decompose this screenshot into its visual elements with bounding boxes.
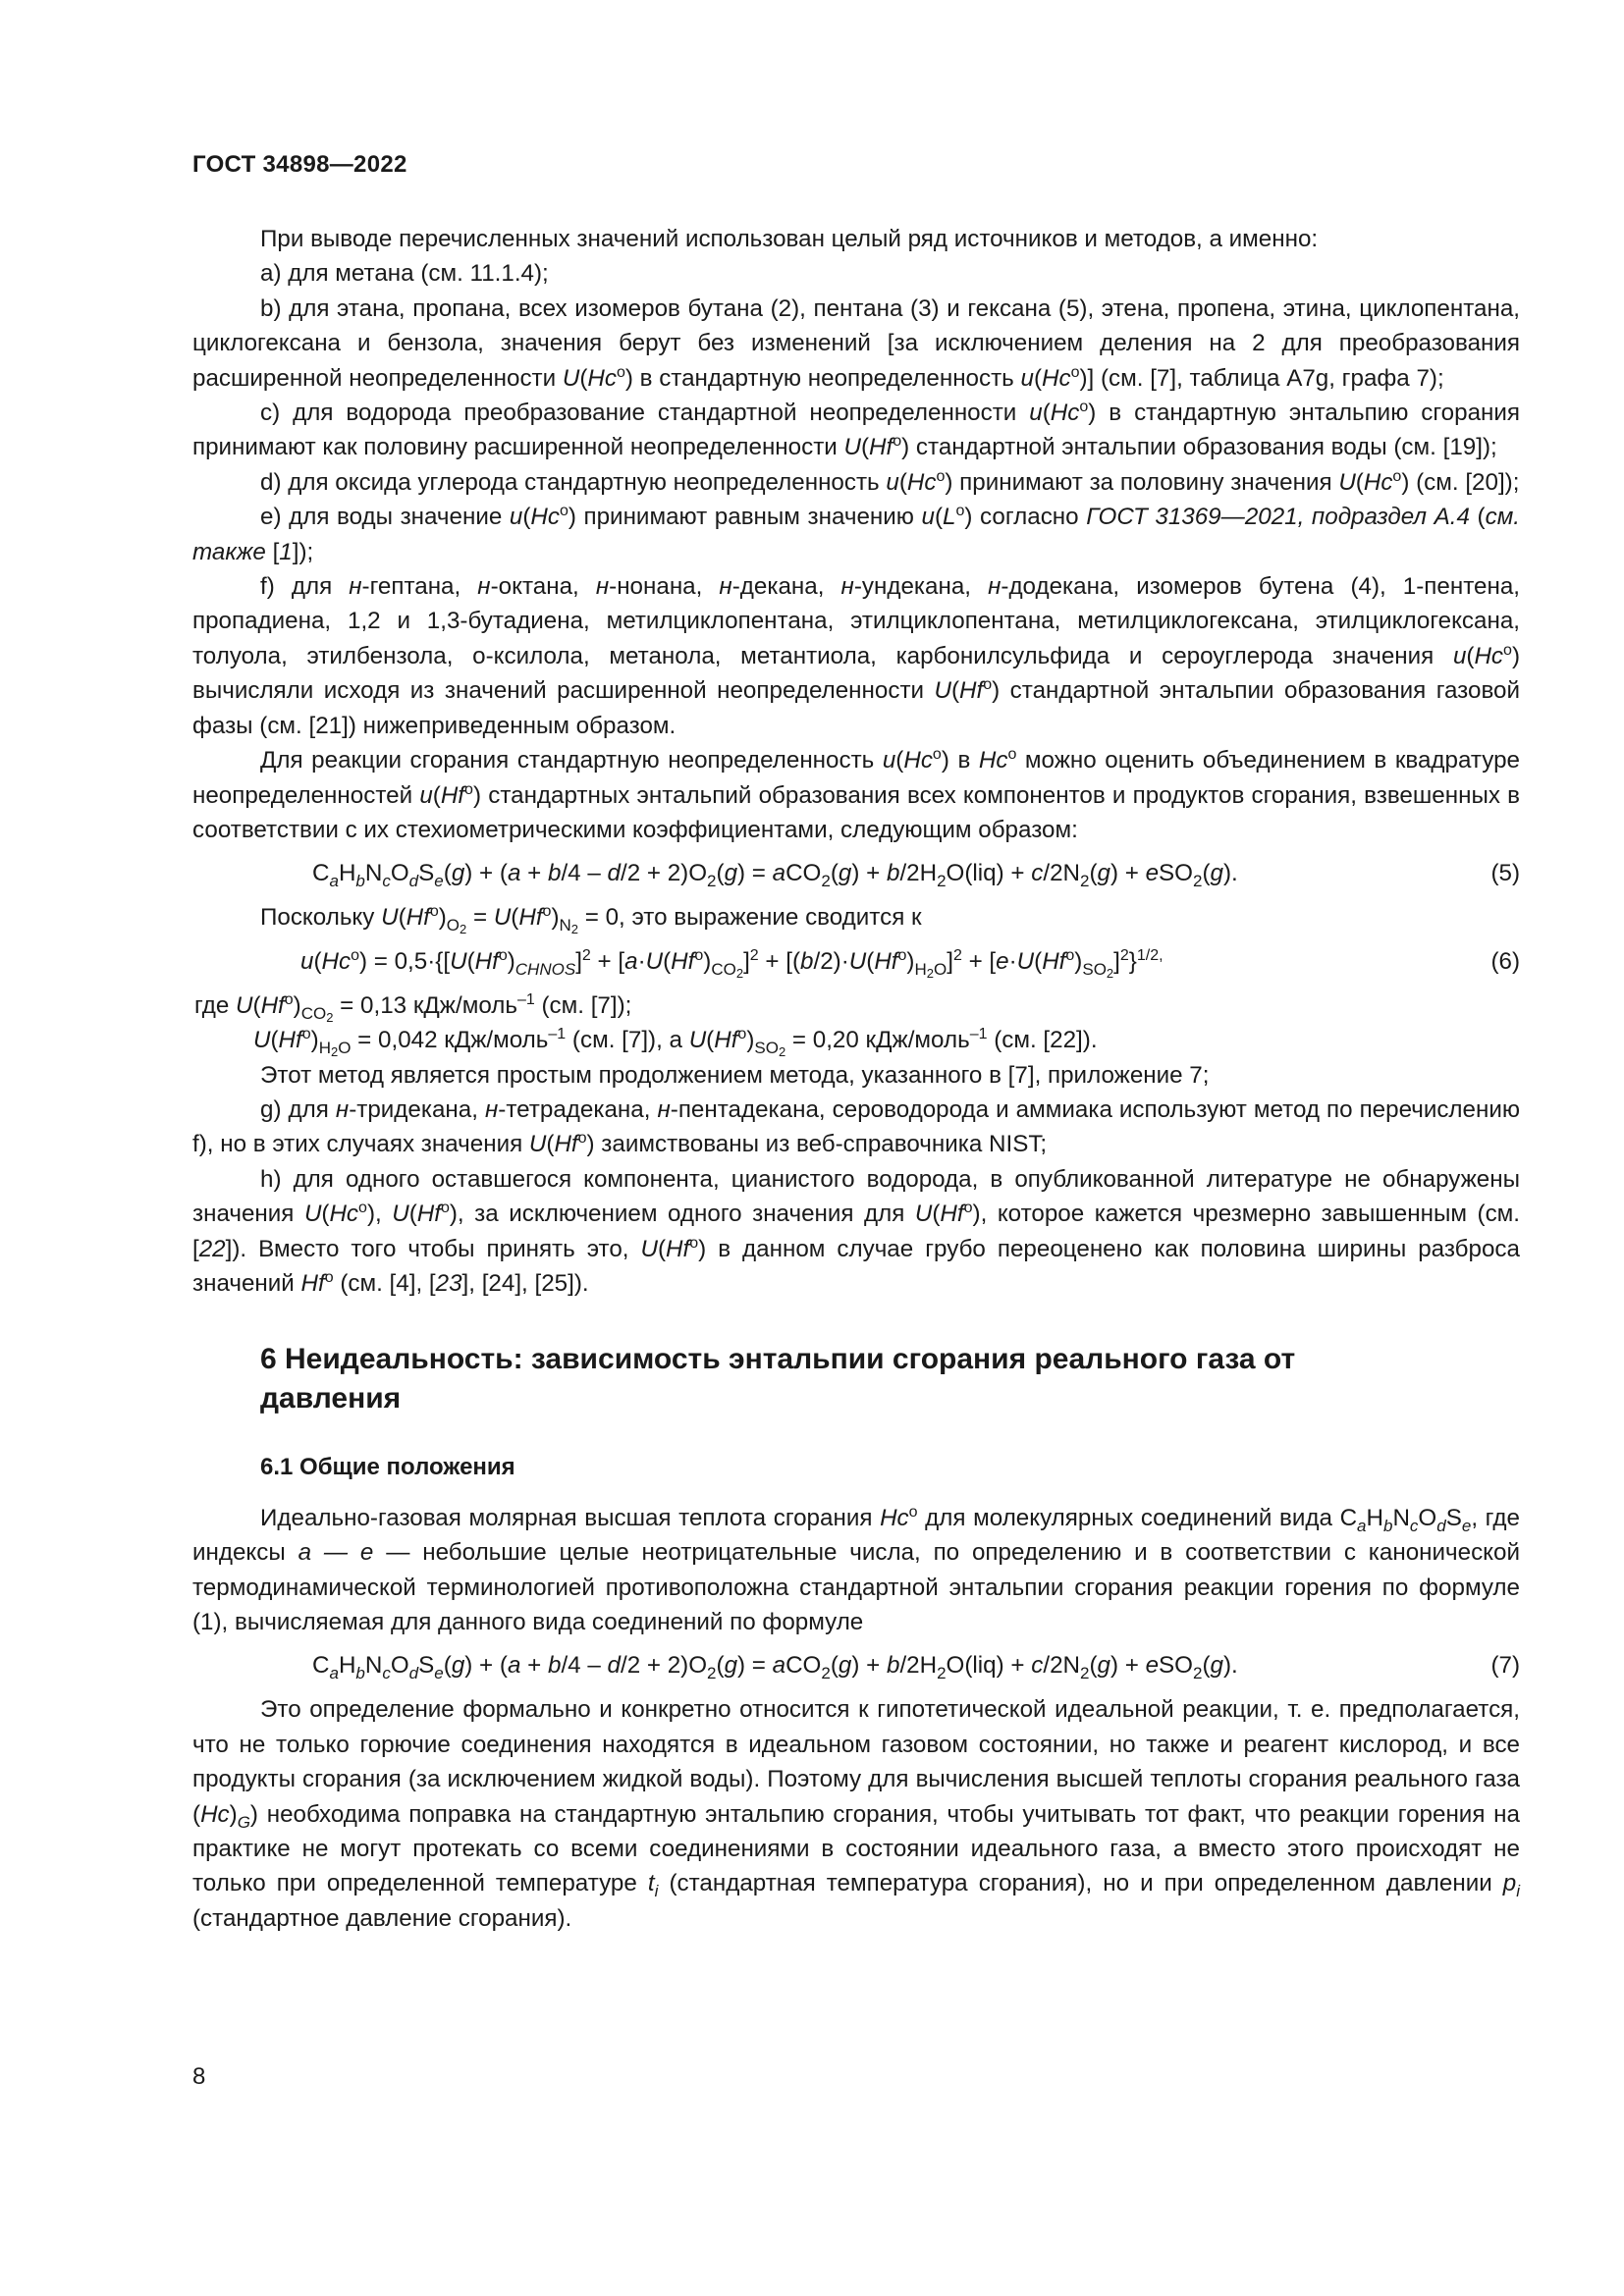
list-item-b: b) для этана, пропана, всех изомеров бутана (2), пентана (3) и гексана (5), этена, пропена, этина, циклопентана, циклогексана и бензола, значения берут без изменений [за исключением деления на 2 для преобразования расширенной неопределенности U(Hc$^o$) в стандартную неопределенность u(Hc$^o$)] (см. [7], таблица A7g, графа 7);	[192, 294, 1520, 392]
list-item-f: f) для н-гептана, н-октана, н-нонана, н-декана, н-ундекана, н-додекана, изомеров бутена (4), 1-пентена, пропадиена, 1,2 и 1,3-бутадиена, метилциклопентана, этилциклопентана, метилциклогексана, этилциклогексана, толуола, этилбензола, о-ксилола, метанола, метантиола, карбонилсульфида и сероуглерода значения u(Hc$^o$) вычисляли исходя из значений расширенной неопределенности U(Hf$^o$) стандартной энтальпии образования газовой фазы (см. [21]) нижеприведенным образом.	[192, 573, 1520, 739]
subsection-heading-6-1: 6.1 Общие положения	[260, 1454, 515, 1481]
list-item-c: c) для водорода преобразование стандартной неопределенности u(Hc$^o$) в стандартную энтальпию сгорания принимают как половину расширенной неопределенности U(Hf$^o$) стандартной энтальпии образования воды (см. [19]);	[192, 399, 1520, 461]
equation-7: $C_aH_bN_cO_dS_e(g) + (a + b/4 - d/2 + 2)O_2(g) = aCO_2(g) + b/2H_2O(liq) + c/2N_2(g) + eSO_2(g)$. (7)	[192, 1643, 1520, 1688]
paragraph-reaction: Для реакции сгорания стандартную неопределенность u(Hc$^o$) в Hc$^o$ можно оценить объединением в квадратуре неопределенностей u(Hf$^o$) стандартных энтальпий образования всех компонентов и продуктов сгорания, взвешенных в соответствии с их стехиометрическими коэффициентами, следующим образом:	[192, 746, 1520, 843]
list-item-e: e) для воды значение u(Hc$^o$) принимают равным значению $u(L^o)$ согласно ГОСТ 31369—2021, подраздел А.4 (см. также [1]);	[192, 503, 1520, 565]
paragraph-ideal-gas: Идеально-газовая молярная высшая теплота сгорания Hc$^o$ для молекулярных соединений вида $C_aH_bN_cO_dS_e$, где индексы a — e — небольшие целые неотрицательные числа, по определению и в соответствии с канонической термодинамической терминологией противоположна стандартной энтальпии сгорания реакции горения по формуле (1), вычисляемая для данного вида соединений по формуле	[192, 1503, 1520, 1635]
list-item-a: a) для метана (см. 11.1.4);	[260, 260, 549, 288]
section-heading-6: 6 Неидеальность: зависимость энтальпии сгорания реального газа от давления	[260, 1343, 1296, 1415]
paragraph-since: Поскольку $U(Hf^o)_{O_2} = U(Hf^o)_{N_2} = 0$, это выражение сводится к	[260, 903, 922, 937]
equation-number: (5)	[1490, 860, 1520, 887]
where-line-2: $U(Hf^o)_{H_2O} = 0,042$ кДж/моль$^{-1}$ (см. [7]), а $U(Hf^o)_{SO_2} = 0,20$ кДж/моль$^{-1}$ (см. [22]).	[253, 1026, 1098, 1060]
equation-number: (7)	[1490, 1652, 1520, 1680]
document-body	[192, 222, 1520, 1936]
paragraph-definition: Это определение формально и конкретно относится к гипотетической идеальной реакции, т. е. предполагается, что не только горючие соединения находятся в идеальном газовом состоянии, но также и реагент кислород, и все продукты сгорания (за исключением жидкой воды). Поэтому для вычисления высшей теплоты сгорания реального газа $(Hc)_G$) необходима поправка на стандартную энтальпию сгорания, чтобы учитывать тот факт, что реакции горения на практике не могут протекать со всеми соединениями в состоянии идеального газа, а вместо этого происходят не только при определенной температуре $t_i$ (стандартная температура сгорания), но и при определенном давлении $p_i$ (стандартное давление сгорания).	[192, 1696, 1521, 1932]
equation-6: $u(Hc^o) = 0,5\cdot\{[U(Hf^o)_{CHNOS}]^2 + [a\cdot U(Hf^o)_{CO_2}]^2 + [(b/2)\cdot U(Hf^o)_{H_2O}]^2 + [e\cdot U(Hf^o)_{SO_2}]^2\}^{1/2,}$ (6)	[192, 939, 1520, 985]
list-item-g: g) для н-тридекана, н-тетрадекана, н-пентадекана, сероводорода и аммиака используют метод по перечислению f), но в этих случаях значения U(Hf$^o$) заимствованы из веб-справочника NIST;	[192, 1095, 1520, 1158]
paragraph-intro: При выводе перечисленных значений использован целый ряд источников и методов, а именно:	[260, 226, 1319, 252]
paragraph-method: Этот метод является простым продолжением метода, указанного в [7], приложение 7;	[260, 1061, 1210, 1089]
list-item-d: d) для оксида углерода стандартную неопределенность u(Hc$^o$) принимают за половину значения U(Hc$^o$) (см. [20]);	[260, 467, 1520, 496]
equation-number: (6)	[1490, 947, 1520, 975]
equation-5: $C_aH_bN_cO_dS_e(g) + (a + b/4 - d/2 + 2)O_2(g) = aCO_2(g) + b/2H_2O(liq) + c/2N_2(g) + eSO_2(g)$. (5)	[192, 851, 1520, 896]
where-line-1: где $U(Hf^o)_{CO_2} = 0,13$ кДж/моль$^{-1}$ (см. [7]);	[194, 990, 632, 1025]
document-header: ГОСТ 34898—2022	[192, 151, 407, 178]
page-number: 8	[192, 2063, 206, 2090]
list-item-h: h) для одного оставшегося компонента, цианистого водорода, в опубликованной литературе не обнаружены значения U(Hc$^o$), U(Hf$^o$), за исключением одного значения для U(Hf$^o$), которое кажется чрезмерно завышенным (см. [22]). Вместо того чтобы принять это, U(Hf$^o$) в данном случае грубо переоценено как половина ширины разброса значений Hf$^o$ (см. [4], [23], [24], [25]).	[192, 1165, 1521, 1297]
